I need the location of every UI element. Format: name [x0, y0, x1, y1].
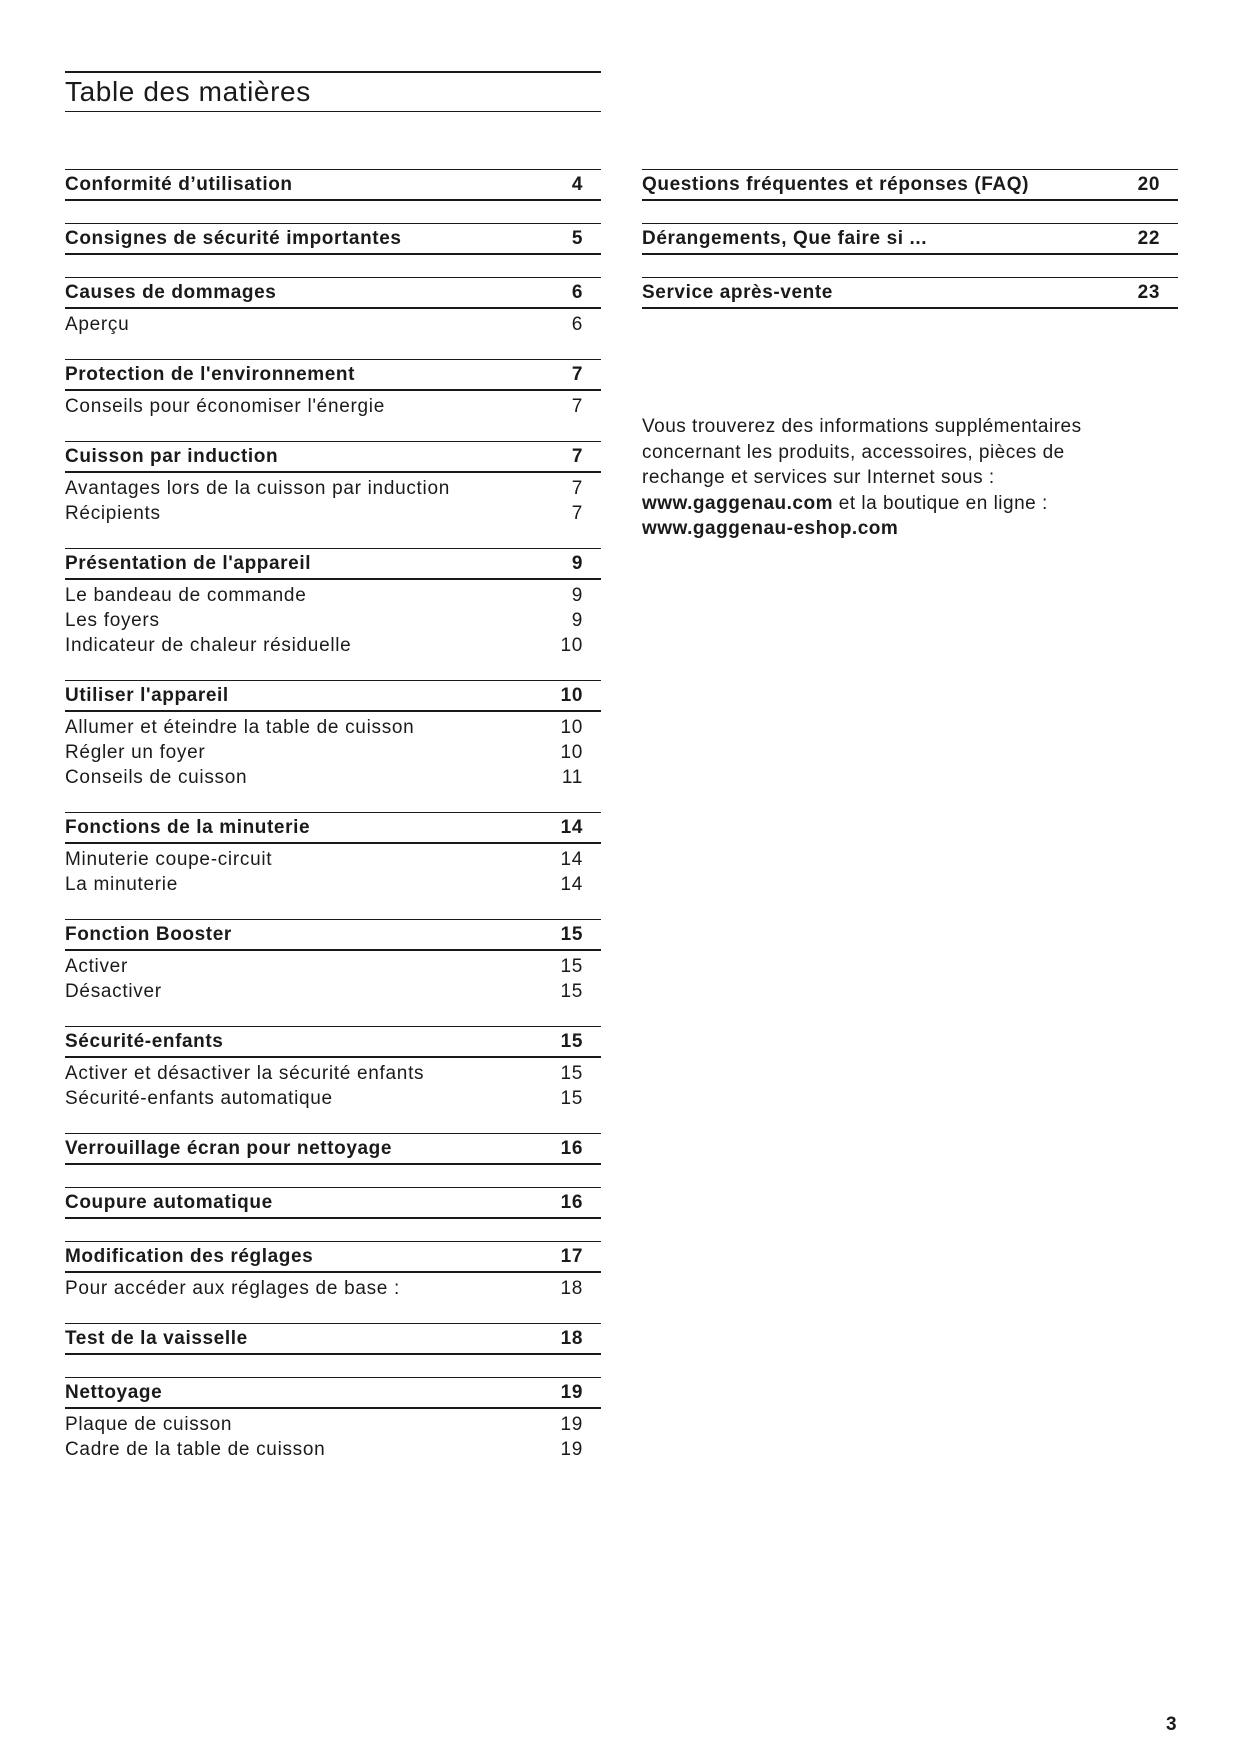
toc-subitem[interactable] — [65, 1412, 601, 1437]
toc-subitem-page: 15 — [560, 1088, 583, 1109]
toc-section — [65, 441, 601, 526]
toc-subitem-page: 15 — [560, 981, 583, 1002]
info-paragraph — [642, 414, 1162, 542]
toc-section-title: Présentation de l'appareil — [65, 552, 312, 574]
toc-section — [65, 1133, 601, 1165]
info-line: rechange et services sur Internet sous : — [642, 467, 995, 488]
toc-subitem[interactable] — [65, 740, 601, 765]
toc-section-page: 17 — [560, 1245, 583, 1267]
toc-subitem[interactable] — [65, 1061, 601, 1086]
toc-section-title: Consignes de sécurité importantes — [65, 227, 402, 249]
toc-subitem-page: 9 — [571, 585, 583, 606]
toc-right-column — [642, 169, 1178, 331]
toc-section-title: Coupure automatique — [65, 1191, 273, 1213]
toc-subitem[interactable] — [65, 476, 601, 501]
toc-section-heading[interactable] — [65, 1133, 601, 1165]
toc-section-page: 23 — [1137, 281, 1160, 303]
toc-subitem[interactable] — [65, 765, 601, 790]
toc-subitem-list — [65, 309, 601, 337]
toc-section-title: Conformité d’utilisation — [65, 173, 293, 195]
toc-section-heading[interactable] — [65, 1026, 601, 1058]
toc-section-page: 10 — [560, 684, 583, 706]
toc-subitem-list — [65, 580, 601, 658]
toc-section — [65, 277, 601, 337]
toc-subitem-title: Avantages lors de la cuisson par induction — [65, 478, 450, 499]
toc-section-page: 15 — [560, 1030, 583, 1052]
toc-subitem[interactable] — [65, 1276, 601, 1301]
toc-section-page: 6 — [571, 281, 583, 303]
toc-section-page: 16 — [560, 1191, 583, 1213]
info-line: concernant les produits, accessoires, pièces de — [642, 441, 1065, 463]
toc-subitem-page: 7 — [571, 396, 583, 417]
toc-section-page: 9 — [571, 552, 583, 574]
toc-subitem-page: 15 — [560, 956, 583, 977]
toc-section-title: Test de la vaisselle — [65, 1327, 248, 1349]
toc-section-title: Cuisson par induction — [65, 445, 279, 467]
toc-subitem-list — [65, 1273, 601, 1301]
toc-section — [65, 548, 601, 658]
toc-subitem-title: Allumer et éteindre la table de cuisson — [65, 717, 415, 738]
toc-section-heading[interactable] — [65, 680, 601, 712]
toc-subitem-title: Plaque de cuisson — [65, 1414, 233, 1435]
gaggenau-eshop-link[interactable]: www.gaggenau-eshop.com — [642, 518, 899, 539]
toc-section-page: 14 — [560, 816, 583, 838]
toc-section-heading[interactable] — [65, 359, 601, 391]
toc-subitem-list — [65, 1409, 601, 1462]
toc-section-page: 18 — [560, 1327, 583, 1349]
toc-section — [642, 223, 1178, 255]
toc-left-column — [65, 169, 601, 1484]
page-number: 3 — [1166, 1714, 1177, 1735]
toc-subitem-title: Les foyers — [65, 610, 160, 631]
toc-subitem-title: Régler un foyer — [65, 742, 206, 763]
toc-section-heading[interactable] — [65, 1377, 601, 1409]
toc-section-heading[interactable] — [65, 169, 601, 201]
toc-subitem-title: Sécurité-enfants automatique — [65, 1088, 333, 1109]
toc-section — [65, 1187, 601, 1219]
toc-subitem-list — [65, 951, 601, 1004]
toc-subitem-title: Activer et désactiver la sécurité enfants — [65, 1063, 425, 1084]
toc-section-page: 4 — [571, 173, 583, 195]
toc-section-page: 16 — [560, 1137, 583, 1159]
toc-section-heading[interactable] — [65, 1241, 601, 1273]
toc-section-heading[interactable] — [65, 548, 601, 580]
toc-subitem-list — [65, 391, 601, 419]
toc-section-heading[interactable] — [642, 223, 1178, 255]
toc-section — [642, 277, 1178, 309]
toc-subitem-page: 14 — [560, 874, 583, 895]
toc-section — [65, 169, 601, 201]
toc-subitem-title: Minuterie coupe-circuit — [65, 849, 273, 870]
toc-subitem-page: 10 — [560, 717, 583, 738]
toc-subitem-title: Activer — [65, 956, 128, 977]
info-line — [642, 491, 1162, 517]
toc-section-title: Fonctions de la minuterie — [65, 816, 311, 838]
toc-subitem[interactable] — [65, 847, 601, 872]
toc-subitem-title: Indicateur de chaleur résiduelle — [65, 635, 352, 656]
page-title-block — [65, 71, 601, 112]
toc-section-title: Dérangements, Que faire si ... — [642, 227, 928, 249]
toc-section-page: 15 — [560, 923, 583, 945]
toc-subitem[interactable] — [65, 312, 601, 337]
toc-section-heading[interactable] — [65, 1187, 601, 1219]
toc-section-page: 22 — [1137, 227, 1160, 249]
toc-subitem-page: 19 — [560, 1414, 583, 1435]
toc-section — [65, 359, 601, 419]
toc-section-title: Fonction Booster — [65, 923, 232, 945]
toc-section-heading[interactable] — [642, 277, 1178, 309]
toc-section-page: 19 — [560, 1381, 583, 1403]
toc-section-heading[interactable] — [65, 277, 601, 309]
toc-subitem-page: 18 — [560, 1278, 583, 1299]
toc-subitem[interactable] — [65, 954, 601, 979]
toc-section — [65, 223, 601, 255]
toc-subitem[interactable] — [65, 715, 601, 740]
toc-subitem-list — [65, 712, 601, 790]
toc-subitem-title: Cadre de la table de cuisson — [65, 1439, 326, 1460]
toc-section — [65, 812, 601, 897]
toc-section — [65, 1323, 601, 1355]
toc-subitem-page: 11 — [561, 767, 583, 788]
toc-section-heading[interactable] — [65, 1323, 601, 1355]
toc-section-title: Questions fréquentes et réponses (FAQ) — [642, 173, 1030, 195]
toc-section-heading[interactable] — [65, 223, 601, 255]
toc-section — [65, 1241, 601, 1301]
toc-section-title: Nettoyage — [65, 1381, 163, 1403]
toc-subitem[interactable] — [65, 979, 601, 1004]
toc-subitem-list — [65, 844, 601, 897]
toc-subitem-page: 10 — [560, 635, 583, 656]
toc-section-heading[interactable] — [642, 169, 1178, 201]
toc-section-page: 7 — [571, 445, 583, 467]
toc-subitem-title: Conseils pour économiser l'énergie — [65, 396, 385, 417]
toc-subitem-title: Le bandeau de commande — [65, 585, 307, 606]
info-line — [642, 516, 1162, 542]
toc-subitem-page: 19 — [560, 1439, 583, 1460]
toc-subitem-list — [65, 473, 601, 526]
toc-section-title: Modification des réglages — [65, 1245, 314, 1267]
toc-subitem[interactable] — [65, 501, 601, 526]
toc-subitem-list — [65, 1058, 601, 1111]
info-line: Vous trouverez des informations supplémentaires — [642, 416, 1082, 437]
toc-section — [65, 1026, 601, 1111]
toc-section-heading[interactable] — [65, 441, 601, 473]
toc-subitem-title: La minuterie — [65, 874, 178, 895]
toc-section-title: Service après-vente — [642, 281, 833, 303]
page-title: Table des matières — [65, 76, 311, 107]
info-line-rest: et la boutique en ligne : — [833, 492, 1048, 514]
toc-section-title: Utiliser l'appareil — [65, 684, 229, 706]
toc-subitem-page: 7 — [571, 503, 583, 524]
toc-subitem[interactable] — [65, 1086, 601, 1111]
toc-section-title: Causes de dommages — [65, 281, 277, 303]
toc-subitem[interactable] — [65, 1437, 601, 1462]
toc-subitem-page: 6 — [571, 314, 583, 335]
gaggenau-link[interactable]: www.gaggenau.com — [642, 492, 833, 514]
toc-subitem-page: 14 — [560, 849, 583, 870]
toc-subitem[interactable] — [65, 583, 601, 608]
toc-subitem-title: Pour accéder aux réglages de base : — [65, 1278, 401, 1299]
toc-section-page: 7 — [571, 363, 583, 385]
toc-subitem[interactable] — [65, 608, 601, 633]
toc-section — [65, 1377, 601, 1462]
toc-section — [642, 169, 1178, 201]
toc-section-page: 5 — [571, 227, 583, 249]
toc-section-title: Protection de l'environnement — [65, 363, 356, 385]
toc-subitem[interactable] — [65, 872, 601, 897]
toc-subitem[interactable] — [65, 394, 601, 419]
toc-subitem-title: Désactiver — [65, 981, 162, 1002]
toc-subitem-page: 9 — [571, 610, 583, 631]
toc-subitem[interactable] — [65, 633, 601, 658]
toc-subitem-title: Récipients — [65, 503, 161, 524]
toc-subitem-title: Aperçu — [65, 314, 130, 335]
toc-section — [65, 680, 601, 790]
toc-subitem-page: 7 — [571, 478, 583, 499]
toc-section-title: Sécurité-enfants — [65, 1030, 224, 1052]
toc-subitem-page: 10 — [560, 742, 583, 763]
toc-section-title: Verrouillage écran pour nettoyage — [65, 1137, 393, 1159]
toc-subitem-title: Conseils de cuisson — [65, 767, 248, 788]
toc-section-page: 20 — [1137, 173, 1160, 195]
toc-section-heading[interactable] — [65, 919, 601, 951]
toc-section — [65, 919, 601, 1004]
toc-section-heading[interactable] — [65, 812, 601, 844]
toc-subitem-page: 15 — [560, 1063, 583, 1084]
